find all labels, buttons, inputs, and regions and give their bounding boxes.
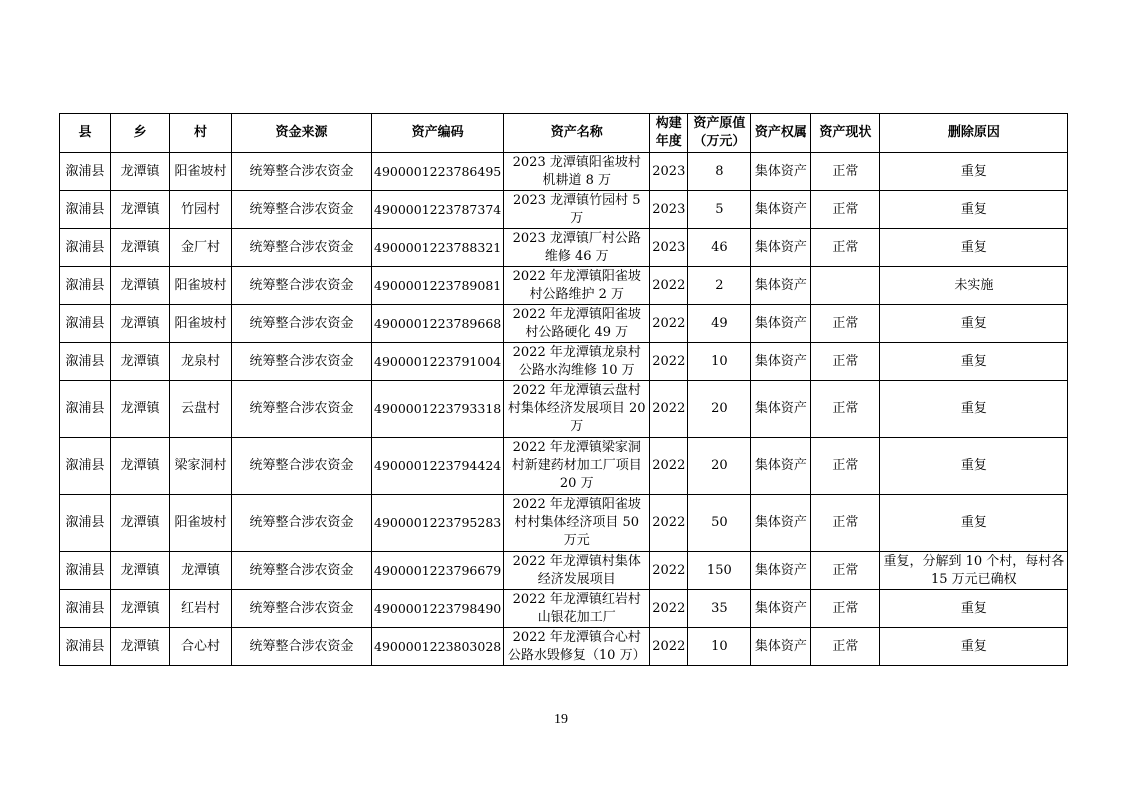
cell-township: 龙潭镇	[111, 381, 170, 438]
cell-asset-value: 10	[688, 343, 751, 381]
cell-asset-status	[811, 267, 880, 305]
cell-asset-status: 正常	[811, 191, 880, 229]
cell-asset-name: 2022 年龙潭镇龙泉村公路水沟维修 10 万	[504, 343, 650, 381]
cell-asset-code: 4900001223796679	[372, 552, 504, 590]
cell-township: 龙潭镇	[111, 343, 170, 381]
table-row	[60, 267, 1068, 305]
cell-township: 龙潭镇	[111, 191, 170, 229]
table-row	[60, 191, 1068, 229]
cell-asset-status: 正常	[811, 381, 880, 438]
cell-village: 竹园村	[170, 191, 232, 229]
table-row	[60, 590, 1068, 628]
cell-county: 溆浦县	[60, 229, 111, 267]
cell-asset-ownership: 集体资产	[751, 381, 811, 438]
cell-asset-name: 2023 龙潭镇竹园村 5 万	[504, 191, 650, 229]
cell-deletion-reason: 重复	[880, 191, 1068, 229]
cell-asset-code: 4900001223789668	[372, 305, 504, 343]
cell-deletion-reason: 重复	[880, 343, 1068, 381]
cell-fund-source: 统筹整合涉农资金	[232, 343, 372, 381]
cell-asset-code: 4900001223788321	[372, 229, 504, 267]
cell-village: 云盘村	[170, 381, 232, 438]
cell-township: 龙潭镇	[111, 628, 170, 666]
table-row	[60, 229, 1068, 267]
cell-fund-source: 统筹整合涉农资金	[232, 590, 372, 628]
cell-village: 龙潭镇	[170, 552, 232, 590]
cell-county: 溆浦县	[60, 267, 111, 305]
cell-asset-name: 2022 年龙潭镇村集体经济发展项目	[504, 552, 650, 590]
cell-village: 阳雀坡村	[170, 153, 232, 191]
cell-asset-name: 2022 年龙潭镇阳雀坡村村集体经济项目 50 万元	[504, 495, 650, 552]
cell-asset-code: 4900001223798490	[372, 590, 504, 628]
cell-village: 龙泉村	[170, 343, 232, 381]
cell-build-year: 2022	[650, 590, 688, 628]
cell-asset-value: 35	[688, 590, 751, 628]
cell-deletion-reason: 重复	[880, 229, 1068, 267]
cell-county: 溆浦县	[60, 153, 111, 191]
cell-asset-ownership: 集体资产	[751, 628, 811, 666]
table-header-row	[60, 114, 1068, 153]
cell-fund-source: 统筹整合涉农资金	[232, 191, 372, 229]
cell-asset-name: 2022 年龙潭镇云盘村村集体经济发展项目 20 万	[504, 381, 650, 438]
cell-asset-value: 5	[688, 191, 751, 229]
cell-asset-code: 4900001223803028	[372, 628, 504, 666]
cell-township: 龙潭镇	[111, 590, 170, 628]
cell-county: 溆浦县	[60, 628, 111, 666]
column-header-village: 村	[170, 114, 232, 153]
cell-asset-name: 2023 龙潭镇厂村公路维修 46 万	[504, 229, 650, 267]
cell-build-year: 2022	[650, 495, 688, 552]
cell-fund-source: 统筹整合涉农资金	[232, 229, 372, 267]
cell-fund-source: 统筹整合涉农资金	[232, 381, 372, 438]
column-header-asset-ownership: 资产权属	[751, 114, 811, 153]
table-row	[60, 305, 1068, 343]
table-row	[60, 438, 1068, 495]
cell-asset-code: 4900001223794424	[372, 438, 504, 495]
column-header-township: 乡	[111, 114, 170, 153]
asset-deletion-table	[59, 113, 1068, 666]
cell-fund-source: 统筹整合涉农资金	[232, 267, 372, 305]
cell-build-year: 2023	[650, 191, 688, 229]
cell-asset-ownership: 集体资产	[751, 229, 811, 267]
cell-deletion-reason: 重复	[880, 305, 1068, 343]
cell-asset-value: 10	[688, 628, 751, 666]
cell-county: 溆浦县	[60, 191, 111, 229]
cell-township: 龙潭镇	[111, 153, 170, 191]
cell-asset-status: 正常	[811, 628, 880, 666]
cell-village: 阳雀坡村	[170, 305, 232, 343]
page-number: 19	[554, 712, 568, 727]
cell-fund-source: 统筹整合涉农资金	[232, 628, 372, 666]
cell-asset-code: 4900001223787374	[372, 191, 504, 229]
cell-asset-status: 正常	[811, 438, 880, 495]
cell-asset-code: 4900001223795283	[372, 495, 504, 552]
cell-township: 龙潭镇	[111, 552, 170, 590]
cell-asset-ownership: 集体资产	[751, 305, 811, 343]
cell-county: 溆浦县	[60, 305, 111, 343]
cell-village: 红岩村	[170, 590, 232, 628]
cell-asset-ownership: 集体资产	[751, 343, 811, 381]
column-header-asset-status: 资产现状	[811, 114, 880, 153]
cell-village: 金厂村	[170, 229, 232, 267]
cell-build-year: 2022	[650, 628, 688, 666]
cell-asset-name: 2022 年龙潭镇阳雀坡村公路硬化 49 万	[504, 305, 650, 343]
cell-village: 阳雀坡村	[170, 495, 232, 552]
cell-deletion-reason: 重复，分解到 10 个村，每村各 15 万元已确权	[880, 552, 1068, 590]
cell-asset-ownership: 集体资产	[751, 153, 811, 191]
cell-county: 溆浦县	[60, 552, 111, 590]
cell-asset-status: 正常	[811, 305, 880, 343]
cell-build-year: 2022	[650, 552, 688, 590]
cell-fund-source: 统筹整合涉农资金	[232, 495, 372, 552]
cell-asset-code: 4900001223791004	[372, 343, 504, 381]
cell-asset-value: 2	[688, 267, 751, 305]
cell-village: 梁家洞村	[170, 438, 232, 495]
cell-asset-value: 49	[688, 305, 751, 343]
column-header-fund-source: 资金来源	[232, 114, 372, 153]
cell-village: 阳雀坡村	[170, 267, 232, 305]
table-row	[60, 381, 1068, 438]
cell-asset-status: 正常	[811, 495, 880, 552]
cell-build-year: 2022	[650, 343, 688, 381]
table-row	[60, 495, 1068, 552]
column-header-asset-value: 资产原值（万元）	[688, 114, 751, 153]
cell-township: 龙潭镇	[111, 267, 170, 305]
cell-asset-value: 8	[688, 153, 751, 191]
cell-asset-code: 4900001223793318	[372, 381, 504, 438]
table-row	[60, 153, 1068, 191]
cell-asset-name: 2022 年龙潭镇红岩村山银花加工厂	[504, 590, 650, 628]
column-header-asset-code: 资产编码	[372, 114, 504, 153]
cell-build-year: 2023	[650, 229, 688, 267]
cell-asset-ownership: 集体资产	[751, 495, 811, 552]
cell-asset-ownership: 集体资产	[751, 267, 811, 305]
cell-asset-ownership: 集体资产	[751, 552, 811, 590]
cell-township: 龙潭镇	[111, 229, 170, 267]
table-row	[60, 552, 1068, 590]
cell-deletion-reason: 重复	[880, 628, 1068, 666]
cell-asset-code: 4900001223789081	[372, 267, 504, 305]
cell-asset-status: 正常	[811, 153, 880, 191]
cell-asset-ownership: 集体资产	[751, 590, 811, 628]
cell-fund-source: 统筹整合涉农资金	[232, 438, 372, 495]
cell-asset-name: 2022 年龙潭镇梁家洞村新建药材加工厂项目 20 万	[504, 438, 650, 495]
cell-county: 溆浦县	[60, 381, 111, 438]
cell-township: 龙潭镇	[111, 438, 170, 495]
cell-asset-status: 正常	[811, 552, 880, 590]
cell-build-year: 2022	[650, 381, 688, 438]
table-row	[60, 628, 1068, 666]
cell-county: 溆浦县	[60, 438, 111, 495]
column-header-county: 县	[60, 114, 111, 153]
cell-build-year: 2023	[650, 153, 688, 191]
cell-deletion-reason: 未实施	[880, 267, 1068, 305]
cell-asset-name: 2022 年龙潭镇阳雀坡村公路维护 2 万	[504, 267, 650, 305]
column-header-asset-name: 资产名称	[504, 114, 650, 153]
cell-asset-value: 46	[688, 229, 751, 267]
cell-fund-source: 统筹整合涉农资金	[232, 552, 372, 590]
cell-asset-status: 正常	[811, 229, 880, 267]
table-body	[60, 153, 1068, 666]
cell-county: 溆浦县	[60, 343, 111, 381]
cell-deletion-reason: 重复	[880, 590, 1068, 628]
cell-build-year: 2022	[650, 438, 688, 495]
cell-asset-ownership: 集体资产	[751, 438, 811, 495]
cell-asset-ownership: 集体资产	[751, 191, 811, 229]
cell-asset-value: 150	[688, 552, 751, 590]
cell-asset-value: 50	[688, 495, 751, 552]
cell-asset-status: 正常	[811, 590, 880, 628]
cell-fund-source: 统筹整合涉农资金	[232, 153, 372, 191]
cell-asset-name: 2023 龙潭镇阳雀坡村机耕道 8 万	[504, 153, 650, 191]
cell-county: 溆浦县	[60, 495, 111, 552]
cell-fund-source: 统筹整合涉农资金	[232, 305, 372, 343]
cell-asset-value: 20	[688, 381, 751, 438]
column-header-deletion-reason: 删除原因	[880, 114, 1068, 153]
cell-township: 龙潭镇	[111, 495, 170, 552]
cell-build-year: 2022	[650, 267, 688, 305]
cell-deletion-reason: 重复	[880, 495, 1068, 552]
cell-asset-status: 正常	[811, 343, 880, 381]
cell-asset-name: 2022 年龙潭镇合心村公路水毁修复（10 万）	[504, 628, 650, 666]
cell-asset-value: 20	[688, 438, 751, 495]
cell-deletion-reason: 重复	[880, 153, 1068, 191]
column-header-build-year: 构建年度	[650, 114, 688, 153]
cell-village: 合心村	[170, 628, 232, 666]
cell-asset-code: 4900001223786495	[372, 153, 504, 191]
table-row	[60, 343, 1068, 381]
cell-build-year: 2022	[650, 305, 688, 343]
cell-township: 龙潭镇	[111, 305, 170, 343]
cell-deletion-reason: 重复	[880, 438, 1068, 495]
cell-county: 溆浦县	[60, 590, 111, 628]
cell-deletion-reason: 重复	[880, 381, 1068, 438]
